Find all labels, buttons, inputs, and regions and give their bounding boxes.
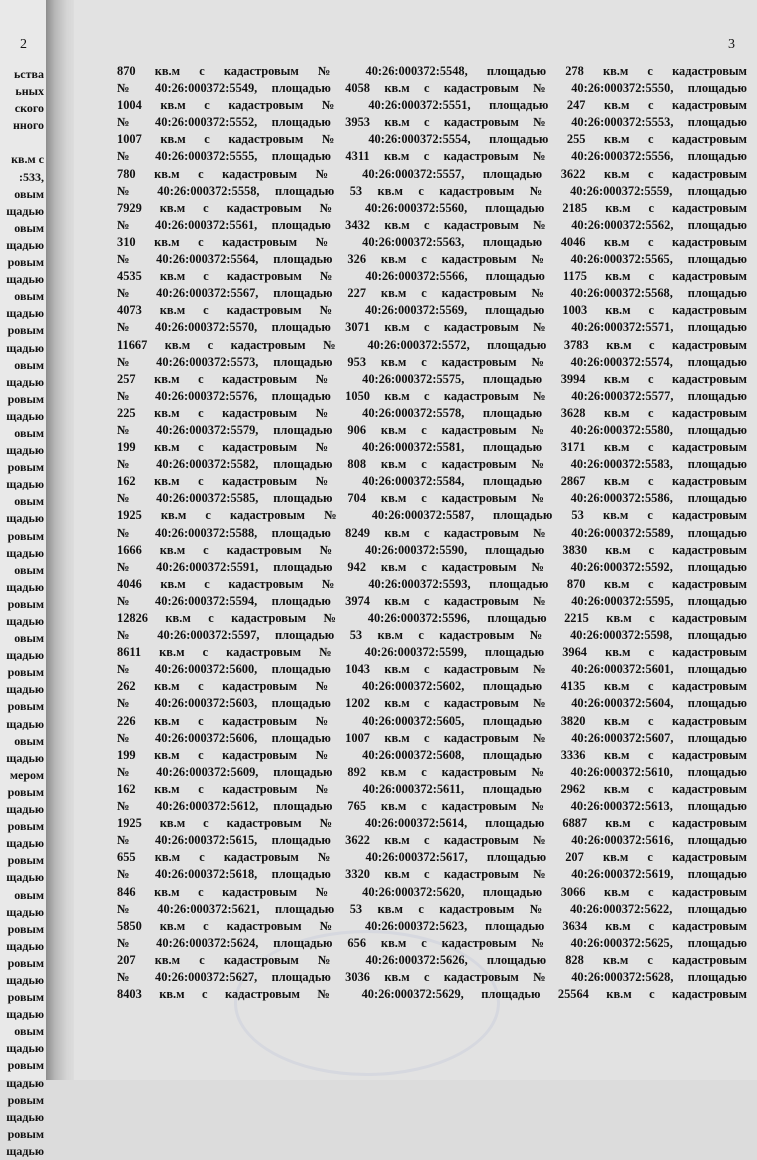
text-line: № 40:26:000372:5603, площадью 1202 кв.м с кадастровым № 40:26:000372:5604, площадью xyxy=(117,696,747,711)
text-line: 11667 кв.м с кадастровым № 40:26:000372:5572, площадью 3783 кв.м с кадастровым xyxy=(117,337,747,352)
previous-page-fragment: ровым xyxy=(7,853,44,868)
text-line: 1925 кв.м с кадастровым № 40:26:000372:5614, площадью 6887 кв.м с кадастровым xyxy=(117,816,747,831)
previous-page-fragment: ьных xyxy=(15,84,44,99)
text-line: 1007 кв.м с кадастровым № 40:26:000372:5554, площадью 255 кв.м с кадастровым xyxy=(117,132,747,147)
text-line: 199 кв.м с кадастровым № 40:26:000372:5581, площадью 3171 кв.м с кадастровым xyxy=(117,440,747,455)
previous-page-fragment: овым xyxy=(14,1024,44,1039)
text-line: 4046 кв.м с кадастровым № 40:26:000372:5593, площадью 870 кв.м с кадастровым xyxy=(117,576,747,591)
text-line: № 40:26:000372:5549, площадью 4058 кв.м с кадастровым № 40:26:000372:5550, площадью xyxy=(117,81,747,96)
previous-page-fragment: щадью xyxy=(6,1041,44,1056)
previous-page-fragment: ровым xyxy=(7,955,44,970)
previous-page-fragment: овым xyxy=(14,289,44,304)
text-line: 8403 кв.м с кадастровым № 40:26:000372:5629, площадью 25564 кв.м с кадастровым xyxy=(117,987,747,1002)
previous-page-fragment: нного xyxy=(13,118,44,133)
previous-page-fragment: щадью xyxy=(6,477,44,492)
previous-page-fragment: овым xyxy=(14,887,44,902)
previous-page-fragment: ровым xyxy=(7,921,44,936)
text-line: № 40:26:000372:5582, площадью 808 кв.м с кадастровым № 40:26:000372:5583, площадью xyxy=(117,457,747,472)
previous-page-fragment: щадью xyxy=(6,682,44,697)
previous-page-fragment: овым xyxy=(14,562,44,577)
text-line: № 40:26:000372:5606, площадью 1007 кв.м с кадастровым № 40:26:000372:5607, площадью xyxy=(117,730,747,745)
previous-page-fragment: овым xyxy=(14,631,44,646)
text-line: № 40:26:000372:5627, площадью 3036 кв.м с кадастровым № 40:26:000372:5628, площадью xyxy=(117,969,747,984)
text-line: 5850 кв.м с кадастровым № 40:26:000372:5623, площадью 3634 кв.м с кадастровым xyxy=(117,918,747,933)
previous-page-strip xyxy=(0,0,48,1158)
previous-page-fragment: щадью xyxy=(6,904,44,919)
text-line: № 40:26:000372:5609, площадью 892 кв.м с кадастровым № 40:26:000372:5610, площадью xyxy=(117,764,747,779)
previous-page-fragment: щадью xyxy=(6,511,44,526)
text-line: № 40:26:000372:5576, площадью 1050 кв.м с кадастровым № 40:26:000372:5577, площадью xyxy=(117,388,747,403)
previous-page-fragment: ьства xyxy=(13,67,44,81)
previous-page-fragment: ровым xyxy=(7,784,44,799)
previous-page-fragment: щадью xyxy=(6,938,44,953)
previous-page-fragment: щадью xyxy=(6,716,44,731)
text-line: 8611 кв.м с кадастровым № 40:26:000372:5599, площадью 3964 кв.м с кадастровым xyxy=(117,645,747,660)
text-line: № 40:26:000372:5588, площадью 8249 кв.м с кадастровым № 40:26:000372:5589, площадью xyxy=(117,525,747,540)
document-body-text xyxy=(117,63,747,1003)
text-line: 162 кв.м с кадастровым № 40:26:000372:5584, площадью 2867 кв.м с кадастровым xyxy=(117,474,747,489)
text-line: № 40:26:000372:5612, площадью 765 кв.м с кадастровым № 40:26:000372:5613, площадью xyxy=(117,799,747,814)
text-line: 846 кв.м с кадастровым № 40:26:000372:5620, площадью 3066 кв.м с кадастровым xyxy=(117,884,747,899)
text-line: № 40:26:000372:5585, площадью 704 кв.м с кадастровым № 40:26:000372:5586, площадью xyxy=(117,491,747,506)
previous-page-fragment: щадью xyxy=(6,836,44,851)
text-line: № 40:26:000372:5552, площадью 3953 кв.м с кадастровым № 40:26:000372:5553, площадью xyxy=(117,115,747,130)
page-number: 3 xyxy=(728,37,735,52)
text-line: 4535 кв.м с кадастровым № 40:26:000372:5566, площадью 1175 кв.м с кадастровым xyxy=(117,269,747,284)
text-line: 655 кв.м с кадастровым № 40:26:000372:5617, площадью 207 кв.м с кадастровым xyxy=(117,850,747,865)
text-line: № 40:26:000372:5621, площадью 53 кв.м с кадастровым № 40:26:000372:5622, площадью xyxy=(117,901,747,916)
text-line: 199 кв.м с кадастровым № 40:26:000372:5608, площадью 3336 кв.м с кадастровым xyxy=(117,747,747,762)
text-line: № 40:26:000372:5573, площадью 953 кв.м с кадастровым № 40:26:000372:5574, площадью xyxy=(117,354,747,369)
text-line: № 40:26:000372:5564, площадью 326 кв.м с кадастровым № 40:26:000372:5565, площадью xyxy=(117,252,747,267)
previous-page-fragment: щадью xyxy=(6,374,44,389)
text-line: 262 кв.м с кадастровым № 40:26:000372:5602, площадью 4135 кв.м с кадастровым xyxy=(117,679,747,694)
text-line: 226 кв.м с кадастровым № 40:26:000372:5605, площадью 3820 кв.м с кадастровым xyxy=(117,713,747,728)
text-line: № 40:26:000372:5594, площадью 3974 кв.м с кадастровым № 40:26:000372:5595, площадью xyxy=(117,593,747,608)
previous-page-fragment: щадью xyxy=(6,1007,44,1022)
previous-page-fragment: щадью xyxy=(6,306,44,321)
text-line: 310 кв.м с кадастровым № 40:26:000372:5563, площадью 4046 кв.м с кадастровым xyxy=(117,234,747,249)
previous-page-fragment: ровым xyxy=(7,1126,44,1141)
previous-page-fragment: ровым xyxy=(7,323,44,338)
previous-page-fragment: щадью xyxy=(6,203,44,218)
previous-page-fragment: ровым xyxy=(7,596,44,611)
text-line: 225 кв.м с кадастровым № 40:26:000372:5578, площадью 3628 кв.м с кадастровым xyxy=(117,405,747,420)
text-line: № 40:26:000372:5591, площадью 942 кв.м с кадастровым № 40:26:000372:5592, площадью xyxy=(117,559,747,574)
text-line: № 40:26:000372:5618, площадью 3320 кв.м с кадастровым № 40:26:000372:5619, площадью xyxy=(117,867,747,882)
text-line: 1925 кв.м с кадастровым № 40:26:000372:5587, площадью 53 кв.м с кадастровым xyxy=(117,508,747,523)
document-page xyxy=(74,0,757,1080)
previous-page-fragment: ровым xyxy=(7,1092,44,1107)
text-line: 12826 кв.м с кадастровым № 40:26:000372:5596, площадью 2215 кв.м с кадастровым xyxy=(117,611,747,625)
text-line: 7929 кв.м с кадастровым № 40:26:000372:5560, площадью 2185 кв.м с кадастровым xyxy=(117,200,747,215)
previous-page-text-fragments xyxy=(6,66,44,1160)
previous-page-fragment: ровым xyxy=(7,528,44,543)
previous-page-fragment: ровым xyxy=(7,1058,44,1073)
previous-page-fragment: ровым xyxy=(7,255,44,270)
previous-page-fragment: щадью xyxy=(6,648,44,663)
previous-page-fragment: ровым xyxy=(7,391,44,406)
text-line: 4073 кв.м с кадастровым № 40:26:000372:5569, площадью 1003 кв.м с кадастровым xyxy=(117,303,747,318)
text-line: № 40:26:000372:5615, площадью 3622 кв.м с кадастровым № 40:26:000372:5616, площадью xyxy=(117,833,747,848)
previous-page-fragment: овым xyxy=(14,425,44,440)
text-line: № 40:26:000372:5579, площадью 906 кв.м с кадастровым № 40:26:000372:5580, площадью xyxy=(117,422,747,437)
text-line: 780 кв.м с кадастровым № 40:26:000372:5557, площадью 3622 кв.м с кадастровым xyxy=(117,166,747,181)
previous-page-fragment: ского xyxy=(14,101,44,116)
previous-page-fragment: щадью xyxy=(6,237,44,252)
text-line: № 40:26:000372:5561, площадью 3432 кв.м с кадастровым № 40:26:000372:5562, площадью xyxy=(117,217,747,232)
previous-page-fragment: кв.м с xyxy=(11,152,44,167)
previous-page-fragment: щадью xyxy=(6,1075,44,1090)
previous-page-fragment: щадью xyxy=(6,340,44,355)
previous-page-fragment: щадью xyxy=(6,579,44,594)
previous-page-fragment: мером xyxy=(9,767,44,782)
previous-page-fragment: щадью xyxy=(6,1143,44,1158)
text-line: № 40:26:000372:5555, площадью 4311 кв.м с кадастровым № 40:26:000372:5556, площадью xyxy=(117,149,747,164)
previous-page-fragment: овым xyxy=(14,733,44,748)
binding-gutter-shadow xyxy=(46,0,76,1080)
previous-page-fragment: ровым xyxy=(7,665,44,680)
text-line: № 40:26:000372:5570, площадью 3071 кв.м с кадастровым № 40:26:000372:5571, площадью xyxy=(117,320,747,335)
previous-page-fragment: щадью xyxy=(6,1109,44,1124)
text-line: 1666 кв.м с кадастровым № 40:26:000372:5590, площадью 3830 кв.м с кадастровым xyxy=(117,542,747,557)
previous-page-fragment: щадью xyxy=(6,408,44,423)
text-line: № 40:26:000372:5600, площадью 1043 кв.м с кадастровым № 40:26:000372:5601, площадью xyxy=(117,662,747,677)
previous-page-fragment: щадью xyxy=(6,614,44,628)
text-line: № 40:26:000372:5558, площадью 53 кв.м с кадастровым № 40:26:000372:5559, площадью xyxy=(117,183,747,198)
text-line: 162 кв.м с кадастровым № 40:26:000372:5611, площадью 2962 кв.м с кадастровым xyxy=(117,781,747,796)
previous-page-fragment: ровым xyxy=(7,460,44,475)
previous-page-fragment: ровым xyxy=(7,819,44,834)
previous-page-fragment: овым xyxy=(14,494,44,509)
previous-page-fragment: щадью xyxy=(6,750,44,765)
text-line: № 40:26:000372:5624, площадью 656 кв.м с кадастровым № 40:26:000372:5625, площадью xyxy=(117,935,747,950)
previous-page-fragment: щадью xyxy=(6,972,44,987)
previous-page-fragment: овым xyxy=(14,357,44,372)
previous-page-fragment: щадью xyxy=(6,870,44,885)
previous-page-fragment: щадью xyxy=(6,802,44,817)
previous-page-fragment: щадью xyxy=(6,443,44,458)
previous-page-fragment: :533, xyxy=(19,169,44,184)
text-line: 257 кв.м с кадастровым № 40:26:000372:5575, площадью 3994 кв.м с кадастровым xyxy=(117,371,747,386)
previous-page-fragment: щадью xyxy=(6,545,44,560)
previous-page-fragment: ровым xyxy=(7,990,44,1005)
previous-page-fragment: овым xyxy=(14,220,44,235)
previous-page-number: 2 xyxy=(20,37,27,52)
previous-page-fragment: щадью xyxy=(6,272,44,287)
text-line: № 40:26:000372:5567, площадью 227 кв.м с кадастровым № 40:26:000372:5568, площадью xyxy=(117,286,747,301)
text-line: 207 кв.м с кадастровым № 40:26:000372:5626, площадью 828 кв.м с кадастровым xyxy=(117,952,747,967)
previous-page-fragment: овым xyxy=(14,186,44,201)
text-line: № 40:26:000372:5597, площадью 53 кв.м с кадастровым № 40:26:000372:5598, площадью xyxy=(117,628,747,643)
text-line: 870 кв.м с кадастровым № 40:26:000372:5548, площадью 278 кв.м с кадастровым xyxy=(117,64,747,78)
previous-page-fragment xyxy=(6,134,44,151)
text-line: 1004 кв.м с кадастровым № 40:26:000372:5551, площадью 247 кв.м с кадастровым xyxy=(117,98,747,113)
previous-page-fragment: ровым xyxy=(7,699,44,714)
